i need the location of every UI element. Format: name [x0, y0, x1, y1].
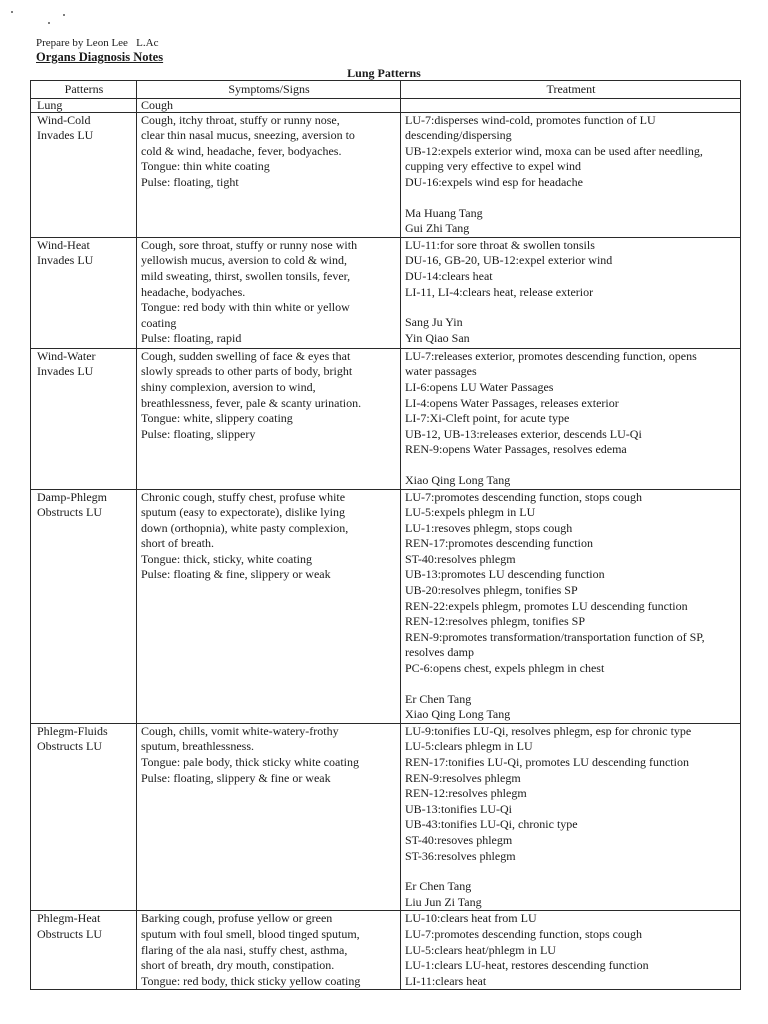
acupoint-list [405, 113, 737, 191]
symptom-line: mild sweating, thirst, swollen tonsils, fever, [141, 268, 351, 283]
symptom-line: cold & wind, headache, fever, bodyaches. [141, 143, 342, 158]
symptom-line: short of breath, dry mouth, constipation. [141, 958, 335, 973]
acupoint-line: LU-5:expels phlegm in LU [405, 505, 536, 520]
pattern-cell [31, 911, 137, 990]
acupoint-line: LU-1:resoves phlegm, stops cough [405, 520, 573, 535]
symptom-line: Tongue: white, slippery coating [141, 411, 293, 426]
symptoms-cell [137, 723, 401, 911]
herbal-formula-line: Er Chen Tang [405, 691, 472, 706]
acupoint-line: LU-7:promotes descending function, stops cough [405, 926, 642, 941]
acupoint-line: resolves damp [405, 645, 474, 660]
acupoint-line: UB-12, UB-13:releases exterior, descends LU-Qi [405, 426, 642, 441]
acupoint-line: REN-12:resolves phlegm, tonifies SP [405, 614, 585, 629]
acupoint-line: DU-16:expels wind esp for headache [405, 174, 583, 189]
acupoint-line: LU-1:clears LU-heat, restores descending function [405, 958, 649, 973]
organ-treatment-empty [401, 98, 741, 112]
pattern-name-line: Wind-Cold [37, 112, 91, 127]
symptom-line: breathlessness, fever, pale & scanty urination. [141, 395, 362, 410]
symptoms-cell [137, 489, 401, 723]
column-header-patterns: Patterns [31, 81, 137, 99]
pattern-cell [31, 112, 137, 237]
symptom-line: Pulse: floating, rapid [141, 331, 242, 346]
organ-row [31, 98, 741, 112]
treatment-cell [401, 112, 741, 237]
symptom-line: down (orthopnia), white pasty complexion, [141, 520, 349, 535]
symptom-line: Cough, itchy throat, stuffy or runny nose, [141, 112, 340, 127]
acupoint-line: LI-11, LI-4:clears heat, release exterior [405, 284, 594, 299]
acupoint-list [405, 349, 737, 458]
acupoint-line: REN-22:expels phlegm, promotes LU descending function [405, 598, 688, 613]
acupoint-list [405, 724, 737, 864]
symptom-line: short of breath. [141, 536, 214, 551]
acupoint-line: REN-12:resolves phlegm [405, 786, 527, 801]
scan-speck [11, 11, 13, 13]
symptom-line: Pulse: floating, tight [141, 174, 239, 189]
lung-patterns-table [30, 80, 741, 990]
acupoint-line: LU-7:disperses wind-cold, promotes function of LU [405, 112, 656, 127]
symptom-line: Tongue: red body, thick sticky yellow coating [141, 973, 361, 988]
symptom-line: Tongue: red body with thin white or yellow [141, 300, 350, 315]
symptoms-cell [137, 911, 401, 990]
organ-name: Lung [31, 98, 137, 112]
document-title: Organs Diagnosis Notes [36, 50, 164, 64]
symptom-line: Tongue: pale body, thick sticky white coating [141, 755, 359, 769]
acupoint-line: REN-17:promotes descending function [405, 536, 593, 551]
herbal-formula-line: Xiao Qing Long Tang [405, 707, 511, 722]
herbal-formula-line: Yin Qiao San [405, 330, 470, 345]
acupoint-line: LU-9:tonifies LU-Qi, resolves phlegm, esp for chronic type [405, 723, 692, 738]
pattern-name-line: Obstructs LU [37, 505, 102, 520]
acupoint-line: REN-9:opens Water Passages, resolves edema [405, 442, 627, 457]
symptom-line: slowly spreads to other parts of body, bright [141, 364, 353, 379]
acupoint-line: ST-40:resolves phlegm [405, 551, 516, 566]
table-body [31, 81, 741, 990]
symptom-line: Cough, sore throat, stuffy or runny nose with [141, 237, 358, 252]
symptom-line: Cough, sudden swelling of face & eyes that [141, 348, 351, 363]
table-header-row [31, 81, 741, 99]
herbal-formula-list [405, 473, 737, 489]
symptom-line: clear thin nasal mucus, sneezing, aversion to [141, 128, 355, 143]
acupoint-line: REN-17:tonifies LU-Qi, promotes LU descending function [405, 755, 689, 769]
acupoint-line: ST-40:resoves phlegm [405, 832, 513, 847]
acupoint-line: LU-10:clears heat from LU [405, 911, 537, 926]
symptom-line: sputum, breathlessness. [141, 739, 254, 754]
acupoint-line: UB-20:resolves phlegm, tonifies SP [405, 583, 578, 598]
acupoint-line: REN-9:resolves phlegm [405, 770, 521, 785]
acupoint-line: LU-11:for sore throat & swollen tonsils [405, 237, 595, 252]
herbal-formula-line: Sang Ju Yin [405, 315, 463, 330]
treatment-cell [401, 723, 741, 911]
acupoint-line: LI-6:opens LU Water Passages [405, 379, 554, 394]
pattern-cell [31, 723, 137, 911]
treatment-cell [401, 237, 741, 348]
acupoint-line: UB-13:promotes LU descending function [405, 567, 605, 582]
pattern-name-line: Wind-Water [37, 348, 96, 363]
symptom-line: Chronic cough, stuffy chest, profuse white [141, 489, 346, 504]
column-header-treatment: Treatment [401, 81, 741, 99]
symptoms-cell [137, 348, 401, 489]
symptom-line: Tongue: thick, sticky, white coating [141, 551, 313, 566]
symptom-line: Barking cough, profuse yellow or green [141, 911, 333, 926]
pattern-cell [31, 237, 137, 348]
herbal-formula-line: Liu Jun Zi Tang [405, 894, 482, 909]
symptom-line: Pulse: floating, slippery & fine or weak [141, 770, 331, 785]
pattern-row [31, 112, 741, 237]
acupoint-line: descending/dispersing [405, 128, 512, 143]
herbal-formula-list [405, 692, 737, 723]
acupoint-line: ST-36:resolves phlegm [405, 848, 516, 863]
acupoint-line: DU-14:clears heat [405, 268, 493, 283]
acupoint-line: UB-13:tonifies LU-Qi [405, 801, 512, 816]
symptom-line: Pulse: floating, slippery [141, 426, 256, 441]
symptom-line: sputum with foul smell, blood tinged sputum, [141, 926, 360, 941]
acupoint-line: UB-12:expels exterior wind, moxa can be used after needling, [405, 143, 703, 158]
pattern-name-line: Obstructs LU [37, 926, 102, 941]
pattern-name-line: Phlegm-Heat [37, 911, 101, 926]
symptom-line: flaring of the ala nasi, stuffy chest, asthma, [141, 942, 348, 957]
pattern-name-line: Wind-Heat [37, 237, 90, 252]
table-title: Lung Patterns [347, 66, 421, 80]
acupoint-line: LI-7:Xi-Cleft point, for acute type [405, 411, 570, 426]
acupoint-line: DU-16, GB-20, UB-12:expel exterior wind [405, 253, 613, 268]
acupoint-line: PC-6:opens chest, expels phlegm in chest [405, 661, 605, 676]
symptoms-cell [137, 237, 401, 348]
acupoint-line: cupping very effective to expel wind [405, 159, 582, 174]
symptom-line: shiny complexion, aversion to wind, [141, 379, 316, 394]
pattern-cell [31, 489, 137, 723]
treatment-cell [401, 911, 741, 990]
acupoint-line: LU-5:clears phlegm in LU [405, 739, 533, 754]
symptom-line: Cough, chills, vomit white-watery-frothy [141, 723, 339, 738]
acupoint-line: LU-7:promotes descending function, stops cough [405, 489, 642, 504]
symptom-line: Tongue: thin white coating [141, 159, 270, 174]
symptom-line: headache, bodyaches. [141, 284, 246, 299]
symptom-line: coating [141, 315, 177, 330]
acupoint-line: UB-43:tonifies LU-Qi, chronic type [405, 817, 578, 832]
pattern-row [31, 911, 741, 990]
herbal-formula-line: Gui Zhi Tang [405, 221, 470, 236]
pattern-row [31, 348, 741, 489]
preparer-line: Prepare by Leon Lee L.Ac [36, 37, 159, 49]
scan-speck [48, 22, 50, 24]
pattern-name-line: Invades LU [37, 253, 94, 268]
acupoint-list [405, 238, 737, 300]
herbal-formula-line: Ma Huang Tang [405, 205, 483, 220]
symptom-line: sputum (easy to expectorate), dislike lying [141, 505, 345, 520]
herbal-formula-list [405, 315, 737, 346]
symptom-line: yellowish mucus, aversion to cold & wind, [141, 253, 347, 268]
pattern-name-line: Damp-Phlegm [37, 489, 107, 504]
column-header-symptoms: Symptoms/Signs [137, 81, 401, 99]
acupoint-line: LU-7:releases exterior, promotes descending function, opens [405, 348, 697, 363]
scan-speck [63, 14, 65, 16]
pattern-row [31, 237, 741, 348]
acupoint-line: water passages [405, 364, 477, 379]
acupoint-line: REN-9:promotes transformation/transportation function of SP, [405, 629, 705, 644]
pattern-row [31, 489, 741, 723]
pattern-name-line: Invades LU [37, 128, 94, 143]
acupoint-list [405, 490, 737, 677]
treatment-cell [401, 348, 741, 489]
treatment-cell [401, 489, 741, 723]
acupoint-line: LU-5:clears heat/phlegm in LU [405, 942, 556, 957]
organ-main-symptom: Cough [137, 98, 401, 112]
pattern-name-line: Phlegm-Fluids [37, 723, 108, 738]
herbal-formula-line: Xiao Qing Long Tang [405, 472, 511, 487]
acupoint-line: LI-4:opens Water Passages, releases exterior [405, 395, 619, 410]
acupoint-list [405, 911, 737, 989]
symptoms-cell [137, 112, 401, 237]
acupoint-line: LI-11:clears heat [405, 973, 487, 988]
pattern-cell [31, 348, 137, 489]
herbal-formula-list [405, 206, 737, 237]
pattern-row [31, 723, 741, 911]
herbal-formula-list [405, 879, 737, 910]
symptom-line: Pulse: floating & fine, slippery or weak [141, 567, 331, 582]
pattern-name-line: Obstructs LU [37, 739, 102, 754]
herbal-formula-line: Er Chen Tang [405, 879, 472, 894]
pattern-name-line: Invades LU [37, 364, 94, 379]
